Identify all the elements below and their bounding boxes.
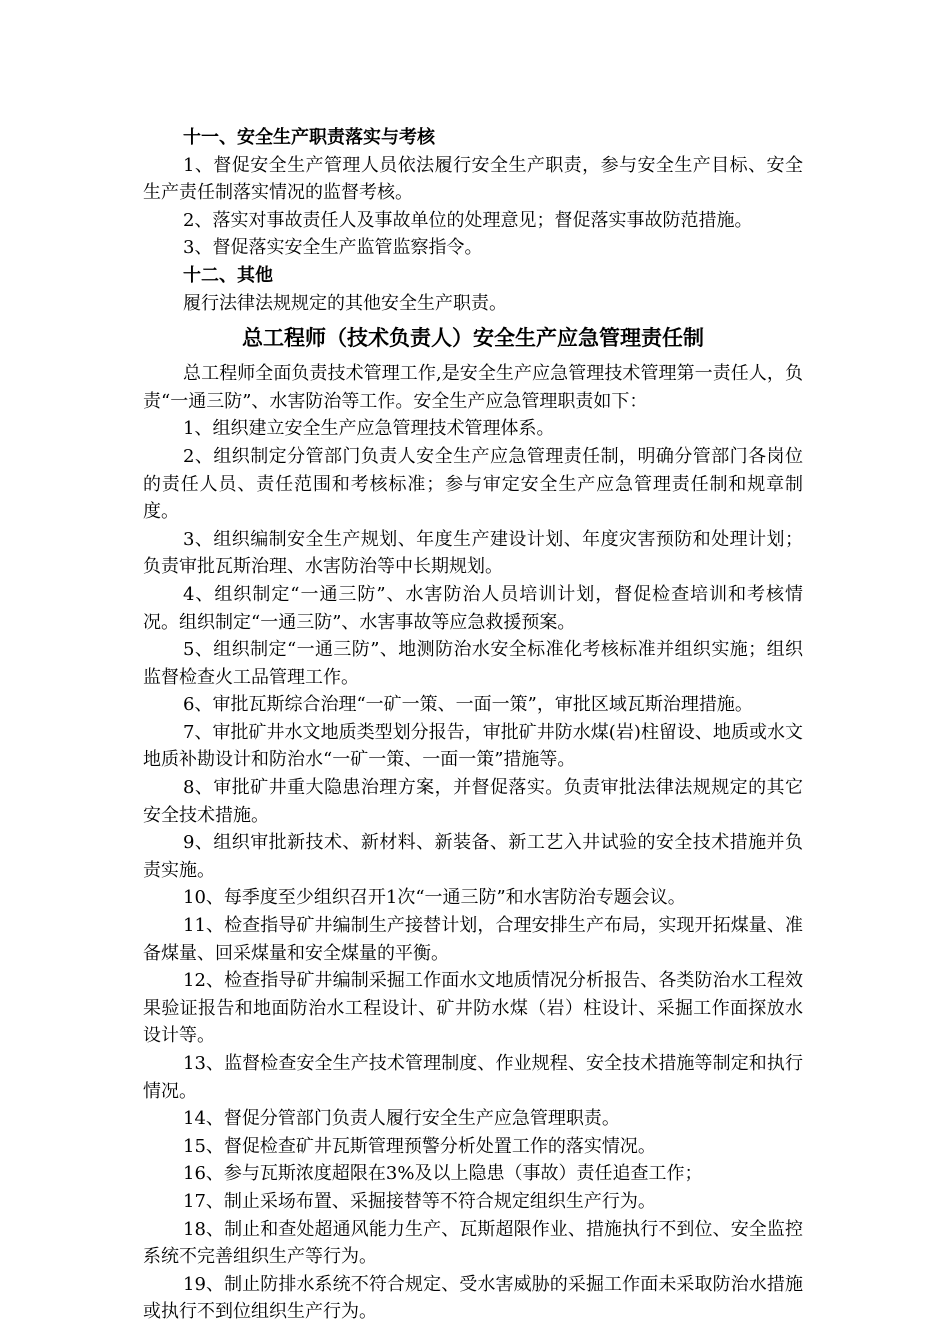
section-title-chief-engineer: 总工程师（技术负责人）安全生产应急管理责任制 xyxy=(242,326,704,351)
chief-engineer-item-10: 10、每季度至少组织召开1次“一通三防”和水害防治专题会议。 xyxy=(183,887,686,909)
chief-engineer-item-18: 18、制止和查处超通风能力生产、瓦斯超限作业、措施执行不到位、安全监控系统不完善组织生产等行为。 xyxy=(143,1218,803,1268)
chief-engineer-item-5: 5、组织制定“一通三防”、地测防治水安全标准化考核标准并组织实施；组织监督检查火工品管理工作。 xyxy=(143,639,803,688)
chief-engineer-item-8: 8、审批矿井重大隐患治理方案，并督促落实。负责审批法律法规规定的其它安全技术措施。 xyxy=(143,777,803,826)
section12-item-1: 履行法律法规规定的其他安全生产职责。 xyxy=(183,292,507,314)
section-heading-11: 十一、安全生产职责落实与考核 xyxy=(183,127,435,148)
chief-engineer-item-7: 7、审批矿井水文地质类型划分报告，审批矿井防水煤(岩)柱留设、地质或水文地质补勘设计和防治水“一矿一策、一面一策”措施等。 xyxy=(143,721,803,771)
chief-engineer-item-1: 1、组织建立安全生产应急管理技术管理体系。 xyxy=(183,418,555,440)
chief-engineer-item-3: 3、组织编制安全生产规划、年度生产建设计划、年度灾害预防和处理计划；负责审批瓦斯治理、水害防治等中长期规划。 xyxy=(143,528,803,578)
chief-engineer-item-2: 2、组织制定分管部门负责人安全生产应急管理责任制，明确分管部门各岗位的责任人员、责任范围和考核标准；参与审定安全生产应急管理责任制和规章制度。 xyxy=(143,445,803,523)
chief-engineer-item-4: 4、组织制定“一通三防”、水害防治人员培训计划，督促检查培训和考核情况。组织制定“一通三防”、水害事故等应急救援预案。 xyxy=(143,583,803,633)
document-body xyxy=(143,124,803,1326)
chief-engineer-item-6: 6、审批瓦斯综合治理“一矿一策、一面一策”，审批区域瓦斯治理措施。 xyxy=(183,694,753,716)
chief-engineer-item-14: 14、督促分管部门负责人履行安全生产应急管理职责。 xyxy=(183,1108,620,1130)
section11-item-2: 2、落实对事故责任人及事故单位的处理意见；督促落实事故防范措施。 xyxy=(183,209,753,231)
section11-item-3: 3、督促落实安全生产监管监察指令。 xyxy=(183,237,483,259)
chief-engineer-item-17: 17、制止采场布置、采掘接替等不符合规定组织生产行为。 xyxy=(183,1190,656,1212)
section11-item-1: 1、督促安全生产管理人员依法履行安全生产职责，参与安全生产目标、安全生产责任制落实情况的监督考核。 xyxy=(143,154,803,204)
chief-engineer-item-19: 19、制止防排水系统不符合规定、受水害威胁的采掘工作面未采取防治水措施或执行不到位组织生产行为。 xyxy=(143,1273,803,1323)
chief-engineer-item-13: 13、监督检查安全生产技术管理制度、作业规程、安全技术措施等制定和执行情况。 xyxy=(143,1053,803,1102)
chief-engineer-item-12: 12、检查指导矿井编制采掘工作面水文地质情况分析报告、各类防治水工程效果验证报告和地面防治水工程设计、矿井防水煤（岩）柱设计、采掘工作面探放水设计等。 xyxy=(143,970,803,1047)
chief-engineer-item-9: 9、组织审批新技术、新材料、新装备、新工艺入井试验的安全技术措施并负责实施。 xyxy=(143,832,803,881)
section-heading-12: 十二、其他 xyxy=(183,264,273,286)
chief-engineer-intro: 总工程师全面负责技术管理工作,是安全生产应急管理技术管理第一责任人，负责“一通三防”、水害防治等工作。安全生产应急管理职责如下： xyxy=(143,363,803,412)
chief-engineer-item-15: 15、督促检查矿井瓦斯管理预警分析处置工作的落实情况。 xyxy=(183,1135,656,1157)
chief-engineer-item-11: 11、检查指导矿井编制生产接替计划，合理安排生产布局，实现开拓煤量、准备煤量、回采煤量和安全煤量的平衡。 xyxy=(143,915,803,964)
chief-engineer-item-16: 16、参与瓦斯浓度超限在3%及以上隐患（事故）责任追查工作； xyxy=(183,1163,703,1185)
